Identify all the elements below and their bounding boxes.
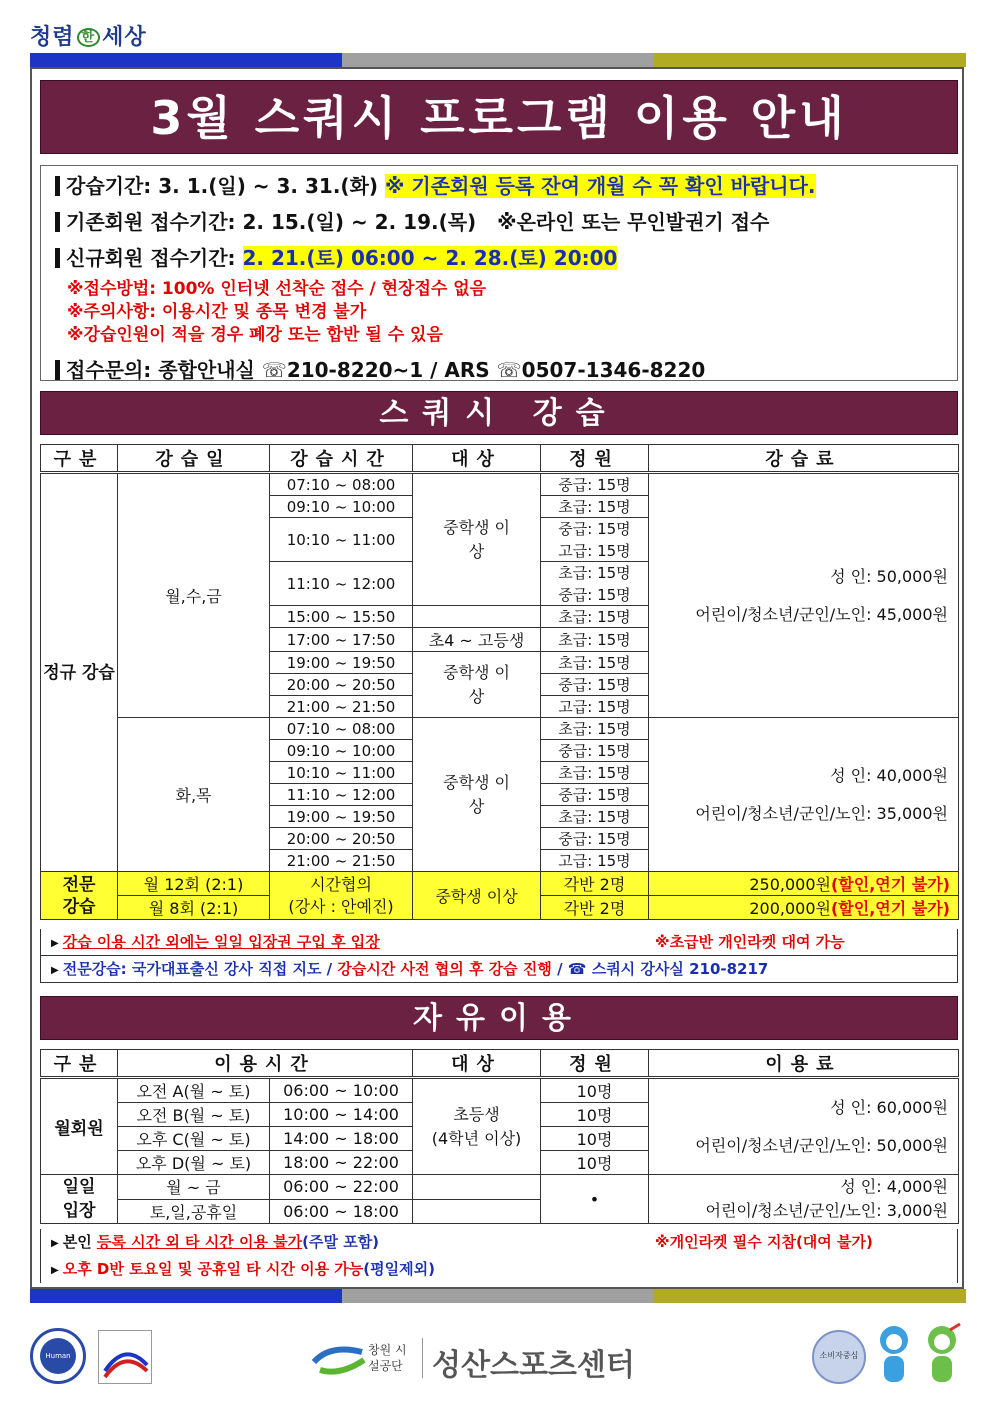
free-footnote-1: ▶ 본인 등록 시간 외 타 시간 이용 불가(주말 포함) ※개인라켓 필수 지참(대여 불가) bbox=[40, 1229, 958, 1256]
header-capacity: 정원 bbox=[541, 445, 649, 473]
daily-fee bbox=[649, 1175, 959, 1224]
monthly-target: 초등생 (4학년 이상) bbox=[413, 1078, 541, 1175]
new-member-period-highlight: 2. 21.(토) 06:00 ~ 2. 28.(토) 20:00 bbox=[242, 246, 618, 270]
pro-day-12: 월 12회 (2:1) bbox=[118, 872, 270, 896]
tt-day: 화,목 bbox=[118, 718, 270, 872]
notice-method: ※접수방법: 100% 인터넷 선착순 접수 / 현장접수 없음 bbox=[67, 279, 487, 299]
notice-caution: ※주의사항: 이용시간 및 종목 변경 불가 bbox=[67, 302, 367, 322]
fee-adult: 성 인: 4,000원 bbox=[840, 1177, 948, 1196]
center-logo: 창원 시설공단 성산스포츠센터 bbox=[310, 1338, 640, 1388]
time-cell: 21:00 ~ 21:50 bbox=[270, 850, 413, 872]
capacity-cell: 10명 bbox=[541, 1151, 649, 1175]
daily-capacity: • bbox=[541, 1175, 649, 1224]
daily-category: 일일 입장 bbox=[41, 1175, 118, 1224]
time-cell: 20:00 ~ 20:50 bbox=[270, 828, 413, 850]
bottom-color-stripe bbox=[30, 1289, 966, 1303]
capacity-cell: 초급: 15명 bbox=[541, 562, 649, 584]
lesson-section-title: 스쿼시 강습 bbox=[40, 391, 958, 435]
fee-youth: 어린이/청소년/군인/노인: 3,000원 bbox=[705, 1201, 948, 1220]
pro-capacity: 각반 2명 bbox=[541, 872, 649, 896]
human-rights-badge: Human Rights bbox=[30, 1328, 90, 1388]
session-cell: 월 ~ 금 bbox=[118, 1175, 270, 1200]
time-cell: 19:00 ~ 19:50 bbox=[270, 652, 413, 674]
session-cell: 오전 B(월 ~ 토) bbox=[118, 1103, 270, 1127]
time-cell: 19:00 ~ 19:50 bbox=[270, 806, 413, 828]
fee-youth: 어린이/청소년/군인/노인: 45,000원 bbox=[695, 604, 948, 624]
session-cell: 오후 C(월 ~ 토) bbox=[118, 1127, 270, 1151]
header-target: 대상 bbox=[413, 1050, 541, 1078]
target-cell: 초4 ~ 고등생 bbox=[413, 628, 541, 652]
time-cell: 06:00 ~ 22:00 bbox=[270, 1175, 413, 1200]
regular-lesson-category: 정규 강습 bbox=[41, 473, 118, 872]
time-cell: 21:00 ~ 21:50 bbox=[270, 696, 413, 718]
mwf-fee bbox=[649, 473, 959, 718]
capacity-cell: 고급: 15명 bbox=[541, 540, 649, 562]
time-cell: 14:00 ~ 18:00 bbox=[270, 1127, 413, 1151]
consumer-centric-badge: 소비자중심 bbox=[812, 1330, 868, 1386]
fee-adult: 성 인: 60,000원 bbox=[830, 1097, 948, 1117]
capacity-cell: 10명 bbox=[541, 1078, 649, 1103]
target-cell: 중학생 이상 bbox=[413, 652, 541, 718]
time-cell: 06:00 ~ 18:00 bbox=[270, 1199, 413, 1224]
capacity-cell: 10명 bbox=[541, 1127, 649, 1151]
time-cell: 06:00 ~ 10:00 bbox=[270, 1078, 413, 1103]
time-cell: 11:10 ~ 12:00 bbox=[270, 784, 413, 806]
mascot-green-icon bbox=[920, 1322, 964, 1386]
header-fee: 강습료 bbox=[649, 445, 959, 473]
time-cell: 11:10 ~ 12:00 bbox=[270, 562, 413, 606]
capacity-cell: 중급: 15명 bbox=[541, 674, 649, 696]
time-cell: 18:00 ~ 22:00 bbox=[270, 1151, 413, 1175]
capacity-cell: 10명 bbox=[541, 1103, 649, 1127]
header-category: 구분 bbox=[41, 1050, 118, 1078]
lesson-period-line: 강습기간: 3. 1.(일) ~ 3. 31.(화) ※ 기존회원 등록 잔여 개월 수 꼭 확인 바랍니다. bbox=[55, 170, 816, 199]
mwf-day: 월,수,금 bbox=[118, 473, 270, 718]
fee-adult: 성 인: 40,000원 bbox=[830, 765, 948, 785]
time-cell: 10:00 ~ 14:00 bbox=[270, 1103, 413, 1127]
free-footnote-2: ▶ 오후 D반 토요일 및 공휴일 타 시간 이용 가능(평일제외) bbox=[40, 1256, 958, 1283]
pro-fee-8: 200,000원(할인,연기 불가) bbox=[649, 896, 959, 920]
capacity-cell: 초급: 15명 bbox=[541, 718, 649, 740]
header-target: 대상 bbox=[413, 445, 541, 473]
existing-member-notice: ※ 기존회원 등록 잔여 개월 수 꼭 확인 바랍니다. bbox=[385, 174, 816, 198]
monthly-fee bbox=[649, 1078, 959, 1175]
brand-logo: 청렴 한 세상 bbox=[30, 24, 147, 50]
target-cell: 중학생 이상 bbox=[413, 718, 541, 872]
pro-lesson-category: 전문 강습 bbox=[41, 872, 118, 920]
page-title: 3월 스쿼시 프로그램 이용 안내 bbox=[40, 80, 958, 154]
capacity-cell: 초급: 15명 bbox=[541, 628, 649, 652]
time-cell: 15:00 ~ 15:50 bbox=[270, 606, 413, 628]
capacity-cell: 중급: 15명 bbox=[541, 518, 649, 540]
lesson-table bbox=[40, 444, 959, 920]
header-time: 이용시간 bbox=[118, 1050, 413, 1078]
existing-member-period-line: 기존회원 접수기간: 2. 15.(일) ~ 2. 19.(목) ※온라인 또는 무인발권기 접수 bbox=[55, 206, 769, 235]
fee-youth: 어린이/청소년/군인/노인: 50,000원 bbox=[695, 1135, 948, 1155]
top-color-stripe bbox=[30, 53, 966, 67]
brand-logo-mark: 한 bbox=[77, 28, 101, 47]
session-cell: 오후 D(월 ~ 토) bbox=[118, 1151, 270, 1175]
capacity-cell: 중급: 15명 bbox=[541, 473, 649, 496]
header-fee: 이용료 bbox=[649, 1050, 959, 1078]
capacity-cell: 초급: 15명 bbox=[541, 762, 649, 784]
header-capacity: 정원 bbox=[541, 1050, 649, 1078]
capacity-cell: 중급: 15명 bbox=[541, 828, 649, 850]
session-cell: 토,일,공휴일 bbox=[118, 1199, 270, 1224]
capacity-cell: 중급: 15명 bbox=[541, 740, 649, 762]
fee-adult: 성 인: 50,000원 bbox=[830, 566, 948, 586]
header-time: 강습시간 bbox=[270, 445, 413, 473]
new-member-period-line: 신규회원 접수기간: 2. 21.(토) 06:00 ~ 2. 28.(토) 20:00 bbox=[55, 242, 617, 271]
time-cell: 09:10 ~ 10:00 bbox=[270, 496, 413, 518]
capacity-cell: 초급: 15명 bbox=[541, 806, 649, 828]
session-cell: 오전 A(월 ~ 토) bbox=[118, 1078, 270, 1103]
capacity-cell: 중급: 15명 bbox=[541, 584, 649, 606]
capacity-cell: 고급: 15명 bbox=[541, 696, 649, 718]
registration-info-box bbox=[40, 165, 958, 381]
capacity-cell: 초급: 15명 bbox=[541, 496, 649, 518]
time-cell: 10:10 ~ 11:00 bbox=[270, 518, 413, 562]
time-cell: 07:10 ~ 08:00 bbox=[270, 473, 413, 496]
time-cell: 10:10 ~ 11:00 bbox=[270, 762, 413, 784]
contact-line: 접수문의: 종합안내실 ☏210-8220~1 / ARS ☏0507-1346-8220 bbox=[55, 354, 705, 383]
capacity-cell: 중급: 15명 bbox=[541, 784, 649, 806]
time-cell: 09:10 ~ 10:00 bbox=[270, 740, 413, 762]
capacity-cell: 초급: 15명 bbox=[541, 652, 649, 674]
capacity-cell: 고급: 15명 bbox=[541, 850, 649, 872]
capacity-cell: 초급: 15명 bbox=[541, 606, 649, 628]
free-use-table bbox=[40, 1049, 959, 1224]
time-cell: 20:00 ~ 20:50 bbox=[270, 674, 413, 696]
monthly-category: 월회원 bbox=[41, 1078, 118, 1175]
pro-capacity: 각반 2명 bbox=[541, 896, 649, 920]
header-category: 구분 bbox=[41, 445, 118, 473]
pro-fee-12: 250,000원(할인,연기 불가) bbox=[649, 872, 959, 896]
time-cell: 17:00 ~ 17:50 bbox=[270, 628, 413, 652]
pro-target: 중학생 이상 bbox=[413, 872, 541, 920]
pro-day-8: 월 8회 (2:1) bbox=[118, 896, 270, 920]
fee-youth: 어린이/청소년/군인/노인: 35,000원 bbox=[695, 803, 948, 823]
pro-time: 시간협의 (강사 : 안예진) bbox=[270, 872, 413, 920]
gongdan-mark-icon bbox=[310, 1340, 370, 1380]
header-day: 강습일 bbox=[118, 445, 270, 473]
target-cell: 중학생 이상 bbox=[413, 473, 541, 606]
mascot-blue-icon bbox=[874, 1322, 914, 1386]
lesson-footnote-1: ▶ 강습 이용 시간 외에는 일일 입장권 구입 후 입장 ※초급반 개인라켓 대여 가능 bbox=[40, 929, 958, 956]
free-use-section-title: 자유이용 bbox=[40, 996, 958, 1040]
time-cell: 07:10 ~ 08:00 bbox=[270, 718, 413, 740]
notice-cancellation: ※강습인원이 적을 경우 폐강 또는 합반 될 수 있음 bbox=[67, 325, 443, 345]
certificate-badge-icon bbox=[98, 1330, 152, 1384]
lesson-footnote-2: ▶ 전문강습: 국가대표출신 강사 직접 지도 / 강습시간 사전 협의 후 강습 진행 / ☎ 스쿼시 강사실 210-8217 bbox=[40, 956, 958, 983]
tt-fee bbox=[649, 718, 959, 872]
